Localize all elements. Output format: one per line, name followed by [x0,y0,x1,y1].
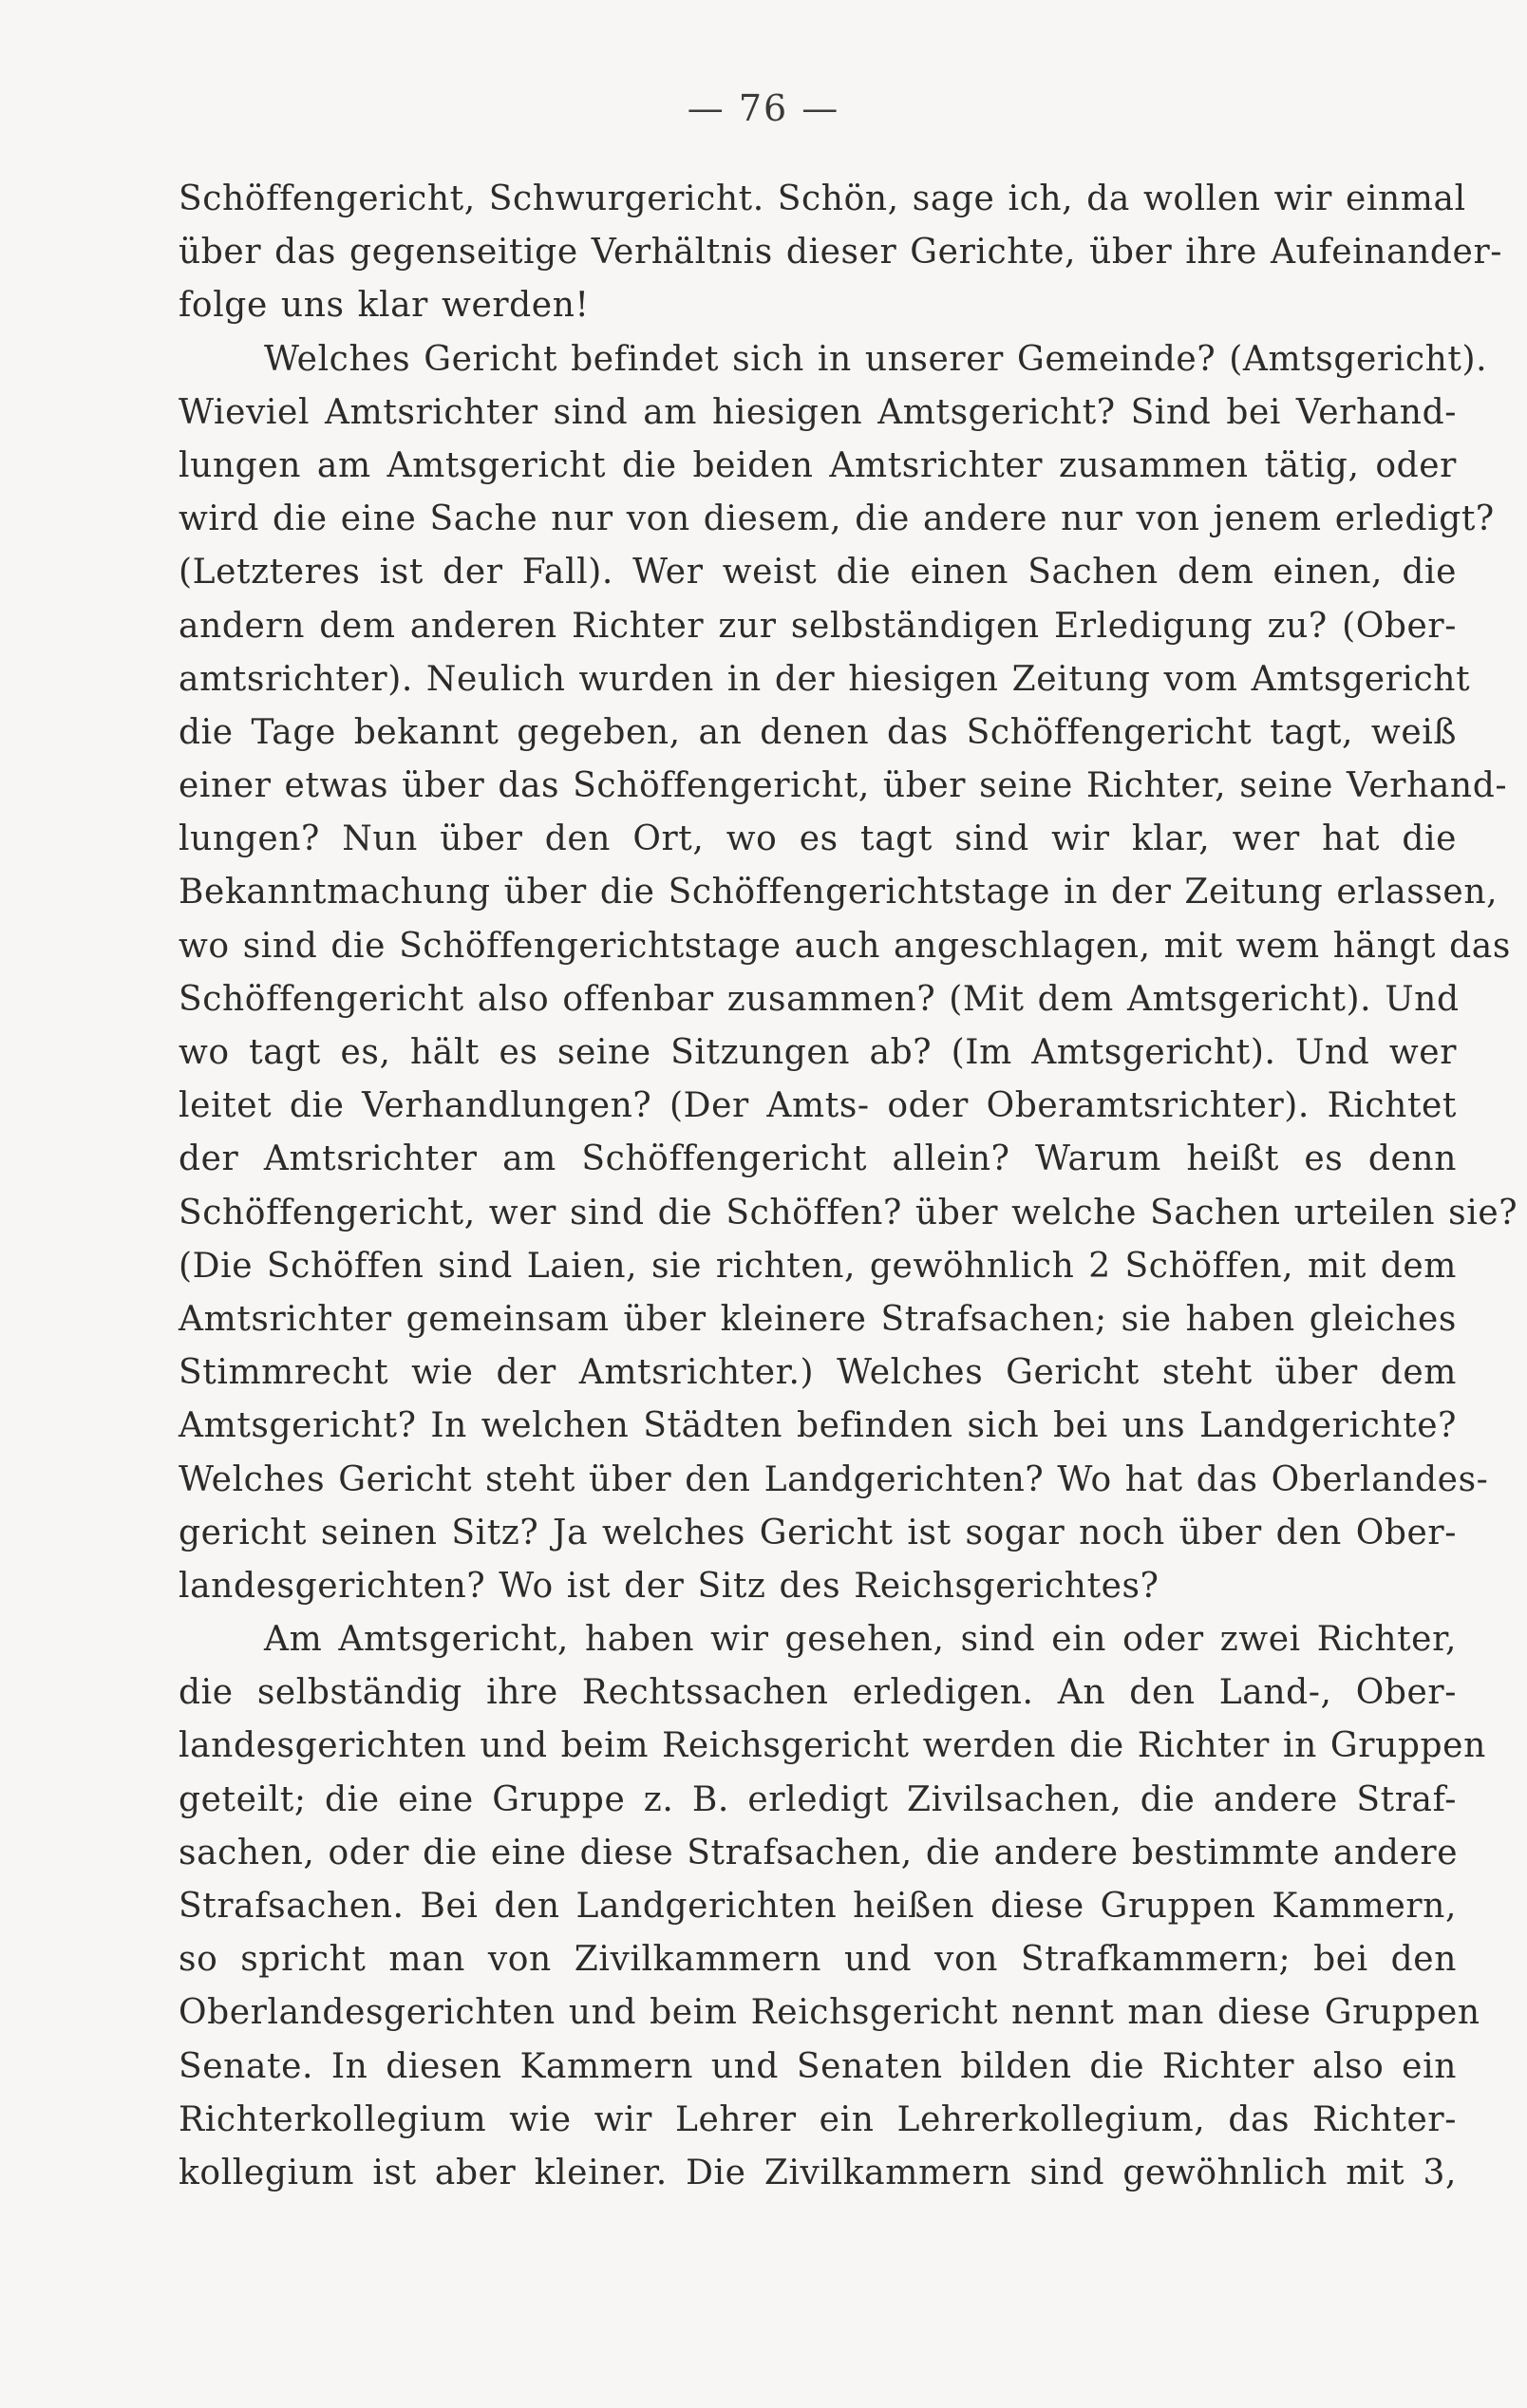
text-line: über das gegenseitige Verhältnis dieser Gerichte, über ihre Aufeinander- [179,233,1503,273]
text-line: wo tagt es, hält es seine Sitzungen ab? (Im Amtsgericht). Und wer [179,1033,1457,1072]
text-line: (Letzteres ist der Fall). Wer weist die einen Sachen dem einen, die [179,553,1457,593]
text-line: folge uns klar werden! [179,286,590,326]
text-line: lungen? Nun über den Ort, wo es tagt sind wir klar, wer hat die [179,819,1457,859]
text-line: Schöffengericht also offenbar zusammen? (Mit dem Amtsgericht). Und [179,979,1460,1019]
text-line: einer etwas über das Schöffengericht, über seine Richter, seine Verhand- [179,766,1508,806]
text-line: der Amtsrichter am Schöffengericht allein? Warum heißt es denn [179,1139,1457,1179]
text-line: amtsrichter). Neulich wurden in der hiesigen Zeitung vom Amtsgericht [179,659,1471,699]
text-line: (Die Schöffen sind Laien, sie richten, gewöhnlich 2 Schöffen, mit dem [179,1246,1457,1286]
text-line: geteilt; die eine Gruppe z. B. erledigt Zivilsachen, die andere Straf- [179,1779,1457,1819]
body-text [179,173,1518,2200]
text-line: Am Amtsgericht, haben wir gesehen, sind ein oder zwei Richter, [264,1620,1457,1660]
text-line: Wieviel Amtsrichter sind am hiesigen Amtsgericht? Sind bei Verhand- [179,392,1457,432]
text-line: Senate. In diesen Kammern und Senaten bilden die Richter also ein [179,2046,1457,2086]
text-line: leitet die Verhandlungen? (Der Amts- oder Oberamtsrichter). Richtet [179,1086,1457,1126]
text-line: landesgerichten und beim Reichsgericht werden die Richter in Gruppen [179,1726,1486,1766]
text-line: sachen, oder die eine diese Strafsachen, die andere bestimmte andere [179,1833,1459,1872]
text-line: Strafsachen. Bei den Landgerichten heißen diese Gruppen Kammern, [179,1887,1457,1926]
text-line: andern dem anderen Richter zur selbständigen Erledigung zu? (Ober- [179,606,1457,646]
text-line: wird die eine Sache nur von diesem, die andere nur von jenem erledigt? [179,499,1495,539]
text-line: Richterkollegium wie wir Lehrer ein Lehrerkollegium, das Richter- [179,2099,1457,2139]
text-line: so spricht man von Zivilkammern und von Strafkammern; bei den [179,1940,1457,1980]
text-line: Schöffengericht, Schwurgericht. Schön, sage ich, da wollen wir einmal [179,179,1466,218]
text-line: Amtsgericht? In welchen Städten befinden sich bei uns Landgerichte? [179,1406,1457,1446]
text-line: Bekanntmachung über die Schöffengerichtstage in der Zeitung erlassen, [179,873,1499,912]
text-line: Stimmrecht wie der Amtsrichter.) Welches Gericht steht über dem [179,1353,1457,1393]
text-line: Welches Gericht steht über den Landgerichten? Wo hat das Oberlandes- [179,1459,1489,1499]
page-number: — 76 — [687,87,840,129]
text-line: kollegium ist aber kleiner. Die Zivilkammern sind gewöhnlich mit 3, [179,2153,1457,2192]
text-line: wo sind die Schöffengerichtstage auch angeschlagen, mit wem hängt das [179,926,1511,966]
text-line: Welches Gericht befindet sich in unserer Gemeinde? (Amtsgericht). [264,339,1488,379]
text-line: die selbständig ihre Rechtssachen erledigen. An den Land-, Ober- [179,1673,1457,1713]
text-line: gericht seinen Sitz? Ja welches Gericht ist sogar noch über den Ober- [179,1513,1457,1552]
text-line: landesgerichten? Wo ist der Sitz des Reichsgerichtes? [179,1566,1159,1606]
text-line: Amtsrichter gemeinsam über kleinere Strafsachen; sie haben gleiches [179,1299,1457,1339]
text-line: die Tage bekannt gegeben, an denen das Schöffengericht tagt, weiß [179,712,1457,752]
text-line: Oberlandesgerichten und beim Reichsgericht nennt man diese Gruppen [179,1993,1480,2033]
text-line: lungen am Amtsgericht die beiden Amtsrichter zusammen tätig, oder [179,445,1457,485]
text-line: Schöffengericht, wer sind die Schöffen? über welche Sachen urteilen sie? [179,1193,1518,1232]
